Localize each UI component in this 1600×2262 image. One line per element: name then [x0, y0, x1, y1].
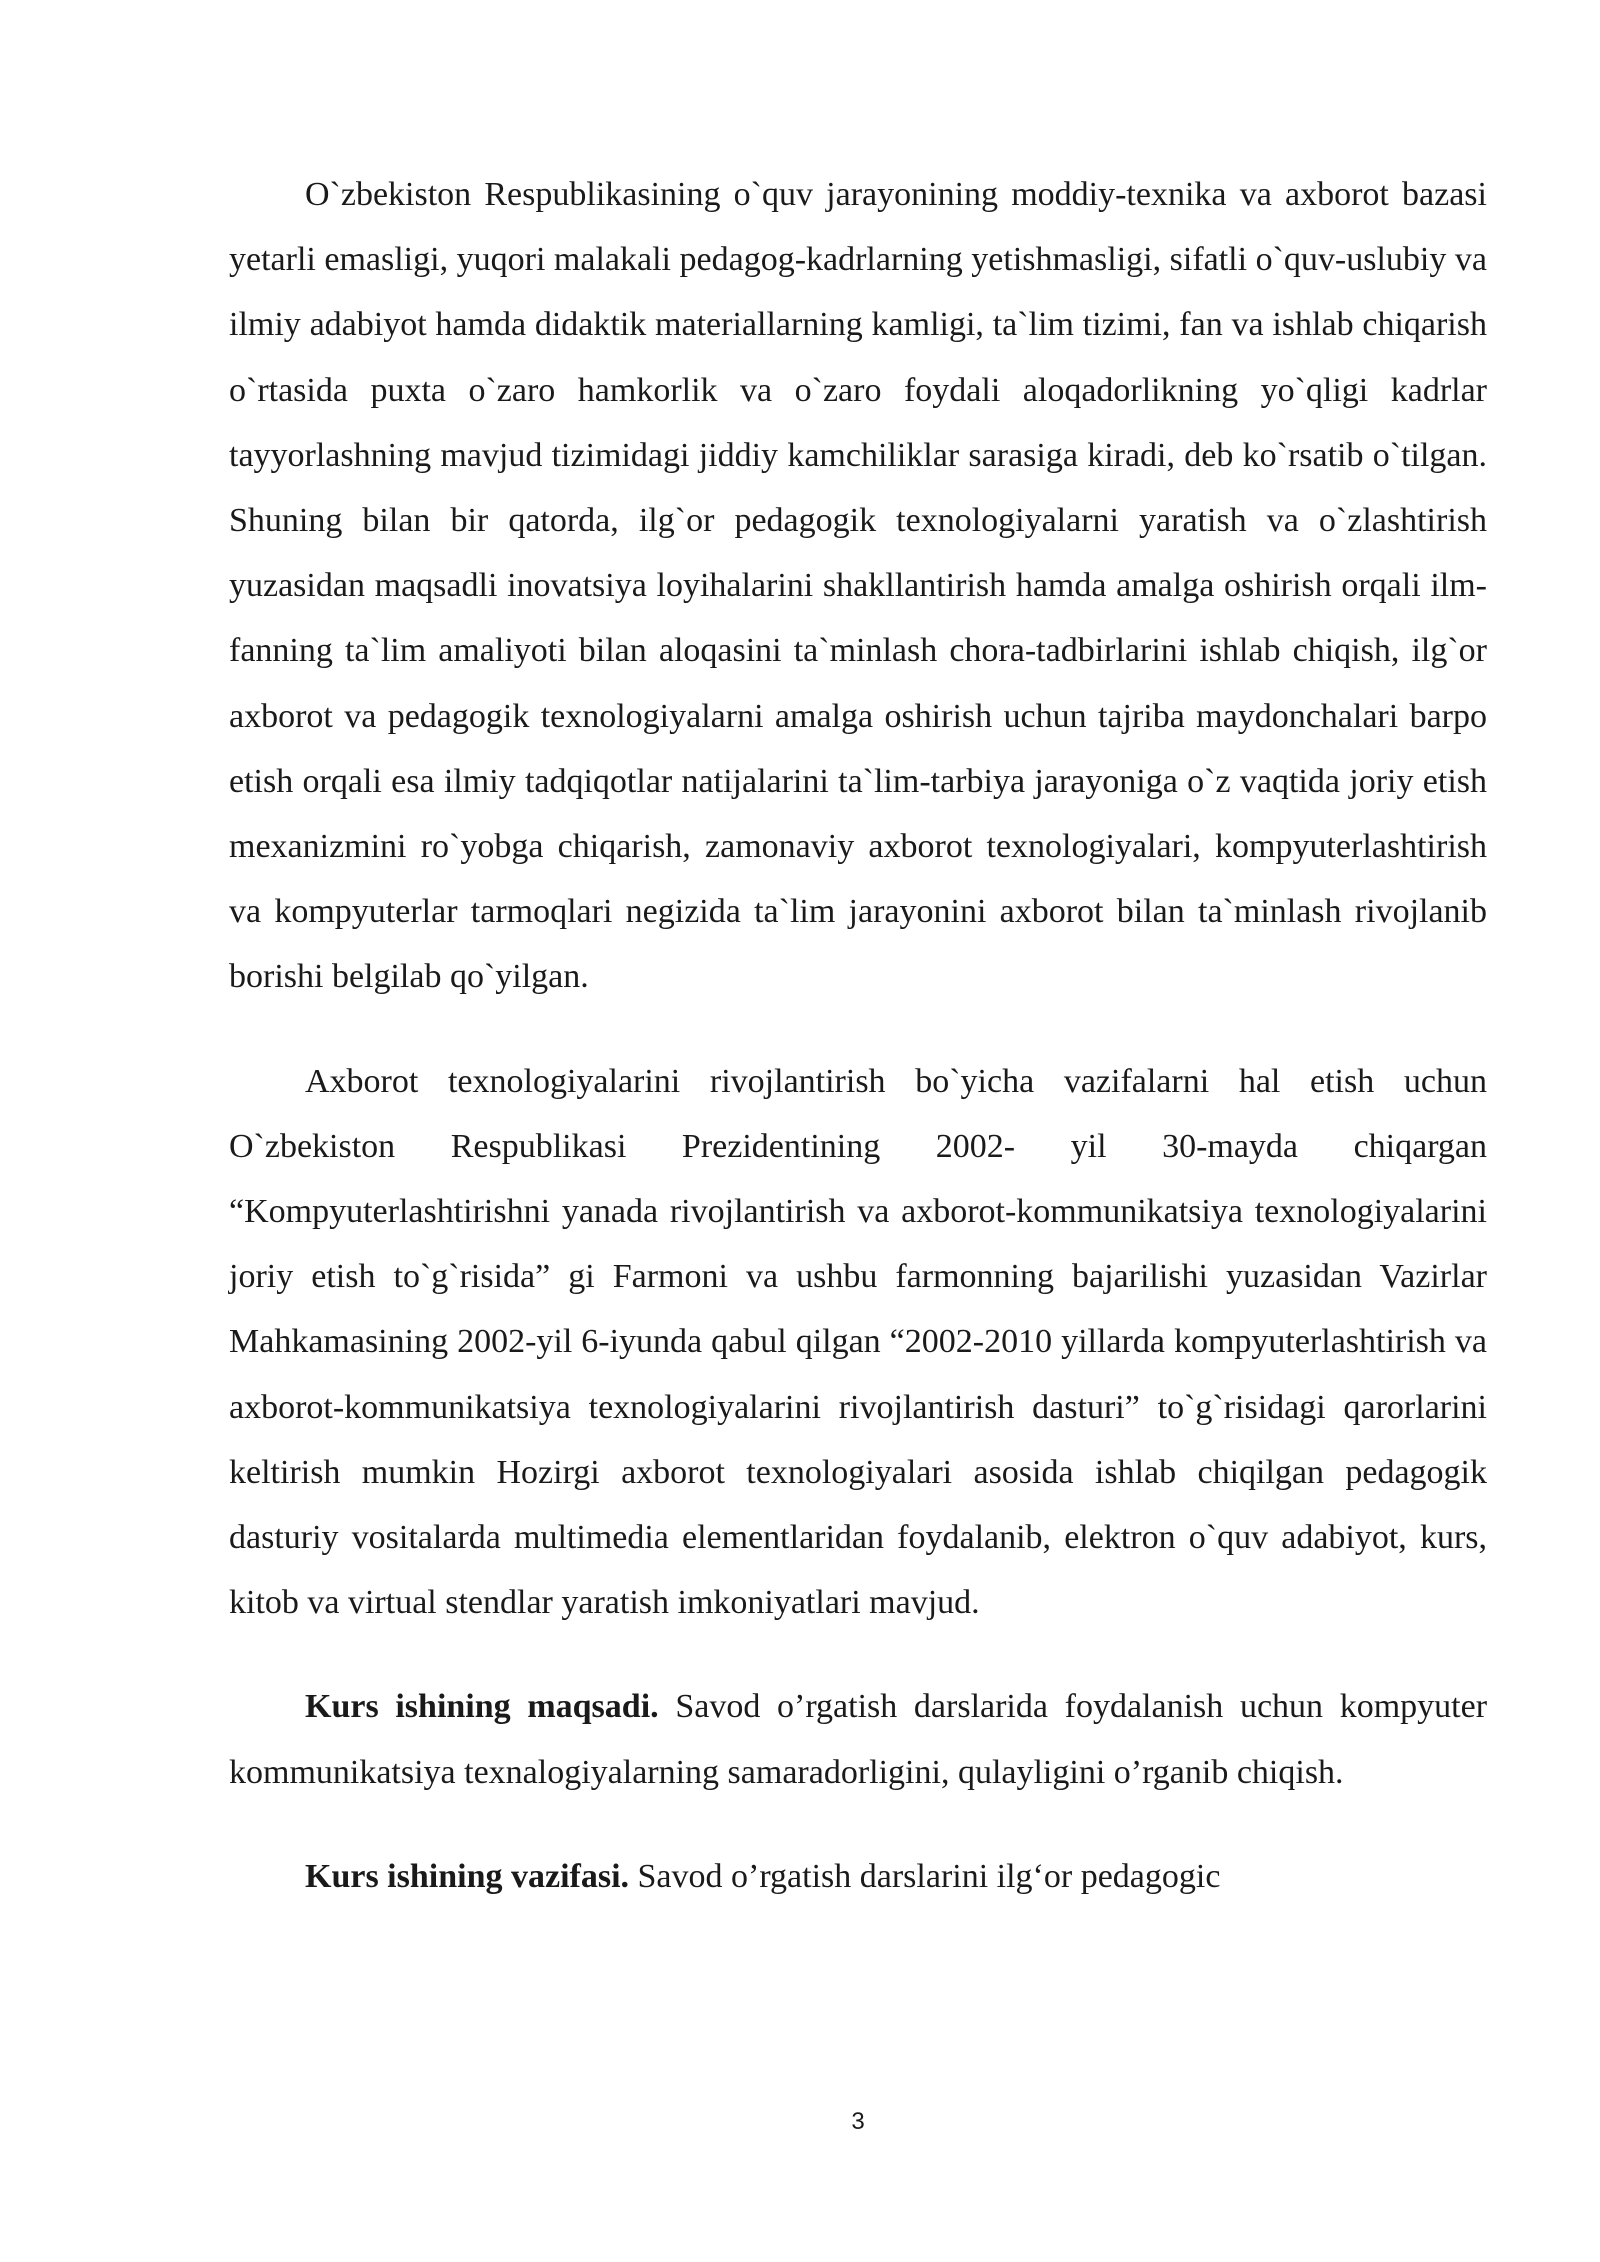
course-tasks-text: Savod o’rgatish darslarini ilg‘or pedagogic — [629, 1857, 1221, 1895]
course-goal-heading: Kurs ishining maqsadi. — [305, 1688, 659, 1726]
course-tasks-heading: Kurs ishining vazifasi. — [305, 1857, 630, 1895]
document-body — [229, 162, 1487, 1909]
paragraph-course-goal — [229, 1674, 1487, 1804]
course-goal-text: Savod o’rgatish darslarida foydalanish uchun kompyuter kommunikatsiya texnalogiyalarning samaradorligini, qulayligini o’rganib chiqish. — [229, 1688, 1488, 1791]
page-number: 3 — [851, 2108, 865, 2135]
paragraph-course-tasks — [229, 1844, 1487, 1909]
paragraph-2: Axborot texnologiyalarini rivojlantirish bo`yicha vazifalarni hal etish uchun O`zbekiston Respublikasi Prezidentining 2002- yil 30-mayda chiqargan “Kompyuterlashtirishni yanada rivojlantirish va axborot-kommunikatsiya texnologiyalarini joriy etish to`g`risida” gi Farmoni va ushbu farmonning bajarilishi yuzasidan Vazirlar Mahkamasining 2002-yil 6-iyunda qabul qilgan “2002-2010 yillarda kompyuterlashtirish va axborot-kommunikatsiya texnologiyalarini rivojlantirish dasturi” to`g`risidagi qarorlarini keltirish mumkin Hozirgi axborot texnologiyalari asosida ishlab chiqilgan pedagogik dasturiy vositalarda multimedia elementlaridan foydalanib, elektron o`quv adabiyot, kurs, kitob va virtual stendlar yaratish imkoniyatlari mavjud. — [229, 1062, 1487, 1622]
paragraph-1: O`zbekiston Respublikasining o`quv jarayonining moddiy-texnika va axborot bazasi yetarli emasligi, yuqori malakali pedagog-kadrlarning yetishmasligi, sifatli o`quv-uslubiy va ilmiy adabiyot hamda didaktik materiallarning kamligi, ta`lim tizimi, fan va ishlab chiqarish o`rtasida puxta o`zaro hamkorlik va o`zaro foydali aloqadorlikning yo`qligi kadrlar tayyorlashning mavjud tizimidagi jiddiy kamchiliklar sarasiga kiradi, deb ko`rsatib o`tilgan. Shuning bilan bir qatorda, ilg`or pedagogik texnologiyalarni yaratish va o`zlashtirish yuzasidan maqsadli inovatsiya loyihalarini shakllantirish hamda amalga oshirish orqali ilm-fanning ta`lim amaliyoti bilan aloqasini ta`minlash chora-tadbirlarini ishlab chiqish, ilg`or axborot va pedagogik texnologiyalarni amalga oshirish uchun tajriba maydonchalari barpo etish orqali esa ilmiy tadqiqotlar natijalarini ta`lim-tarbiya jarayoniga o`z vaqtida joriy etish mexanizmini ro`yobga chiqarish, zamonaviy axborot texnologiyalari, kompyuterlashtirish va kompyuterlar tarmoqlari negizida ta`lim jarayonini axborot bilan ta`minlash rivojlanib borishi belgilab qo`yilgan. — [229, 176, 1487, 996]
